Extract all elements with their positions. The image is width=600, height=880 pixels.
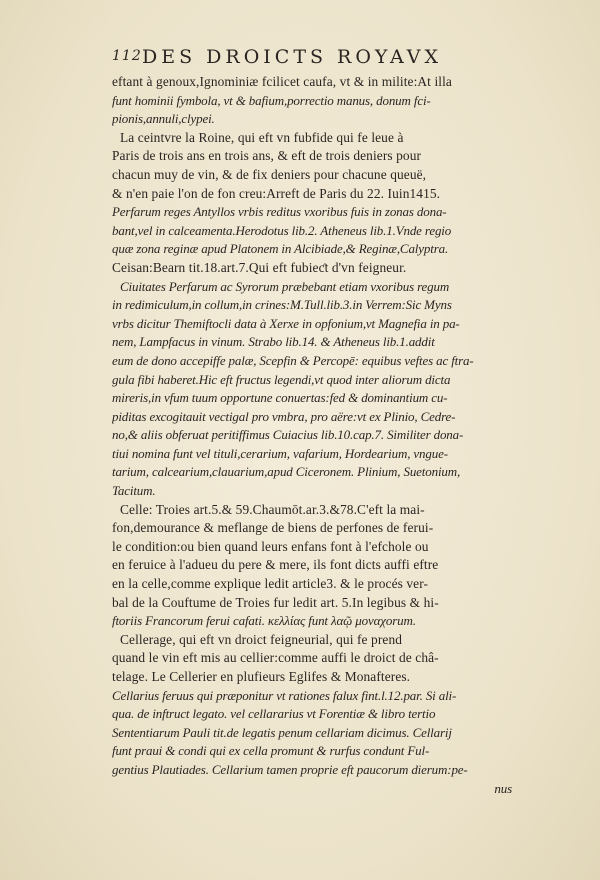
text-line: Ciuitates Perfarum ac Syrorum præbebant etiam vxoribus regum: [120, 278, 450, 294]
text-line: La ceintvre la Roine, qui eft vn fubfide qui fe leue à: [120, 129, 404, 145]
text-line: en la celle,comme explique ledit article3. & le procés ver-: [112, 576, 429, 592]
text-line: in redimiculum,in collum,in crines:M.Tull.lib.3.in Verrem:Sic Myns: [112, 297, 452, 313]
text-line: chacun muy de vin, & de fix deniers pour chacune queuë,: [112, 166, 427, 182]
text-line: Perfarum reges Antyllos vrbis reditus vxoribus fuis in zonas dona-: [112, 204, 447, 220]
text-line: telage. Le Cellerier en plufieurs Eglifes & Monafteres.: [112, 669, 411, 684]
text-line: nem, Lampfacus in vinum. Strabo lib.14. & Atheneus lib.1.addit: [112, 334, 435, 350]
text-line: Paris de trois ans en trois ans, & eft de trois deniers pour: [112, 148, 422, 164]
text-line: tiui nomina funt vel tituli,cerarium, vafarium, Hordearium, vngue-: [112, 445, 448, 461]
text-line: funt hominii fymbola, vt & bafium,porrectio manus, donum fci-: [112, 92, 431, 108]
text-line: ftoriis Francorum ferui cafati. κελλίας funt λαῷ μοναχorum.: [112, 613, 416, 629]
text-line: tarium, calcearium,clauarium,apud Ciceronem. Plinium, Suetonium,: [112, 464, 461, 480]
text-line: mireris,in vfum tuum opportune conuertas:fed & dominantium cu-: [112, 390, 448, 406]
page-number: 112: [112, 48, 142, 64]
text-line: fon,demourance & meflange de biens de perfones de ferui-: [112, 520, 434, 536]
text-line: eum de dono accepiffe palæ, Scepfin & Percopē: equibus veftes ac ftra-: [112, 352, 474, 368]
text-line: eftant à genoux,Ignominiæ fcilicet caufa, vt & in milite:At illa: [112, 74, 452, 89]
text-line: Cellarius feruus qui præponitur vt rationes falux fint.l.12.par. Si ali-: [112, 687, 457, 703]
text-line: Sententiarum Pauli tit.de legatis penum cellariam dicimus. Cellarij: [112, 724, 452, 740]
text-line: piditas excogitauit vectigal pro vmbra, pro aëre:vt ex Plinio, Cedre-: [112, 408, 456, 424]
text-line: quand le vin eft mis au cellier:comme auffi le droict de châ-: [112, 650, 439, 666]
text-line: pionis,annuli,clypei.: [112, 111, 215, 127]
text-line: & n'en paie l'on de fon creu:Arreft de Paris du 22. Iuin1415.: [112, 185, 441, 201]
text-line: Celle: Troies art.5.& 59.Chaumōt.ar.3.&78.C'eft la mai-: [120, 501, 425, 517]
text-line: qua. de inftruct legato. vel cellararius vt Forentiæ & libro tertio: [112, 706, 436, 722]
text-line: no,& aliis obferuat peritiffimus Cuiacius lib.10.cap.7. Similiter dona-: [112, 427, 464, 443]
text-line: gula fibi haberet.Hic eft fructus legendi,vt quod inter aliorum dicta: [112, 371, 451, 387]
text-line: le condition:ou bien quand leurs enfans font à l'efchole ou: [112, 538, 429, 554]
text-line: nus: [494, 780, 512, 796]
text-line: gentius Plautiades. Cellarium tamen proprie eft paucorum dierum:pe-: [112, 761, 468, 777]
page-title: DES DROICTS ROYAVX: [142, 46, 443, 68]
text-line: funt praui & condi qui ex cella promunt & rurfus condunt Ful-: [112, 743, 430, 759]
text-line: en feruice à l'adueu du pere & mere, ils font dicts auffi eftre: [112, 557, 439, 573]
text-line: bant,vel in calceamenta.Herodotus lib.2. Atheneus lib.1.Vnde regio: [112, 222, 452, 238]
text-line: Cellerage, qui eft vn droict feigneurial, qui fe prend: [120, 631, 403, 647]
text-line: Ceisan:Bearn tit.18.art.7.Qui eft fubieƈt d'vn feigneur.: [112, 259, 407, 275]
text-block: [112, 73, 512, 798]
text-line: vrbs dicitur Themiftocli data à Xerxe in opfonium,vt Magnefia in pa-: [112, 315, 460, 331]
text-line: Tacitum.: [112, 483, 156, 499]
running-head: [112, 46, 512, 72]
text-line: bal de la Couftume de Troies fur ledit art. 5.In legibus & hi-: [112, 594, 439, 610]
text-line: quæ zona reginæ apud Platonem in Alcibiade,& Reginæ,Calyptra.: [112, 241, 449, 257]
